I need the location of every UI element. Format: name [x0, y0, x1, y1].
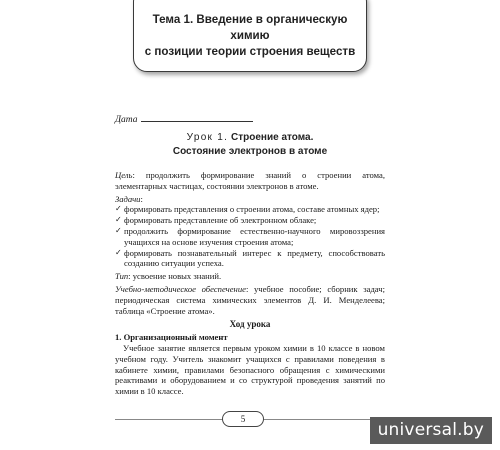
- support-text: : учебное пособие; сборник задач; периодическая система химических элементов Д. И. Менделеева; таблица «Строение атома».: [115, 283, 385, 316]
- page-number: 5: [222, 411, 264, 427]
- type-text: : усвоение новых знаний.: [128, 271, 222, 282]
- task-item: ✓ формировать представления о строении атома, составе атомных ядер;: [115, 204, 380, 215]
- task-item: ✓ формировать представление об электронном облаке;: [115, 215, 317, 226]
- goal-label: Цель: [115, 170, 133, 180]
- lesson-heading: [115, 131, 385, 159]
- check-icon: ✓: [115, 247, 122, 257]
- lesson-title-line2: Состояние электронов в атоме: [172, 146, 328, 157]
- type-label: Тип: [115, 271, 129, 282]
- tasks-heading: Задачи:: [115, 193, 143, 204]
- support-paragraph: [115, 284, 385, 316]
- task-item: ✓ формировать познавательный интерес к предмету, способствовать созданию ситуации успеха.: [115, 247, 385, 269]
- course-paragraph: Учебное занятие является первым уроком химии в 10 классе в новом учебном году. Учитель знакомит учащихся с правилами поведения в кабинете химии, правилами безопасного обращения с химическими реактивами и оборудованием и со структурой проведения занятий по химии в 10 классе.: [115, 342, 385, 397]
- course-sub-title: 1. Организационный момент: [115, 332, 228, 343]
- date-line: [115, 113, 253, 125]
- lesson-number: Урок 1.: [186, 132, 229, 143]
- chapter-header-box: [133, 0, 367, 72]
- lesson-content: [115, 170, 385, 397]
- course-title: Ход урока: [229, 319, 271, 330]
- check-icon: ✓: [115, 215, 122, 225]
- type-paragraph: [115, 271, 385, 282]
- task-item: ✓ продолжить формирование естественно-научного мировоззрения учащихся на основе изучения строения атома;: [115, 225, 385, 247]
- date-blank: [141, 113, 253, 122]
- lesson-title-line1: Строение атома.: [231, 132, 314, 143]
- goal-text: : продолжить формирование знаний о строении атома, элементарных частицах, состоянии электронов в атоме.: [115, 170, 385, 191]
- tasks-label: Задачи: [115, 193, 141, 204]
- check-icon: ✓: [115, 204, 122, 214]
- support-label: Учебно-методическое обеспечение: [115, 283, 246, 294]
- date-label: Дата: [115, 115, 138, 125]
- watermark: universal.by: [370, 417, 492, 444]
- goal-paragraph: [115, 170, 385, 192]
- chapter-title: Тема 1. Введение в органическую химию с позиции теории строения веществ: [144, 13, 356, 58]
- check-icon: ✓: [115, 225, 122, 235]
